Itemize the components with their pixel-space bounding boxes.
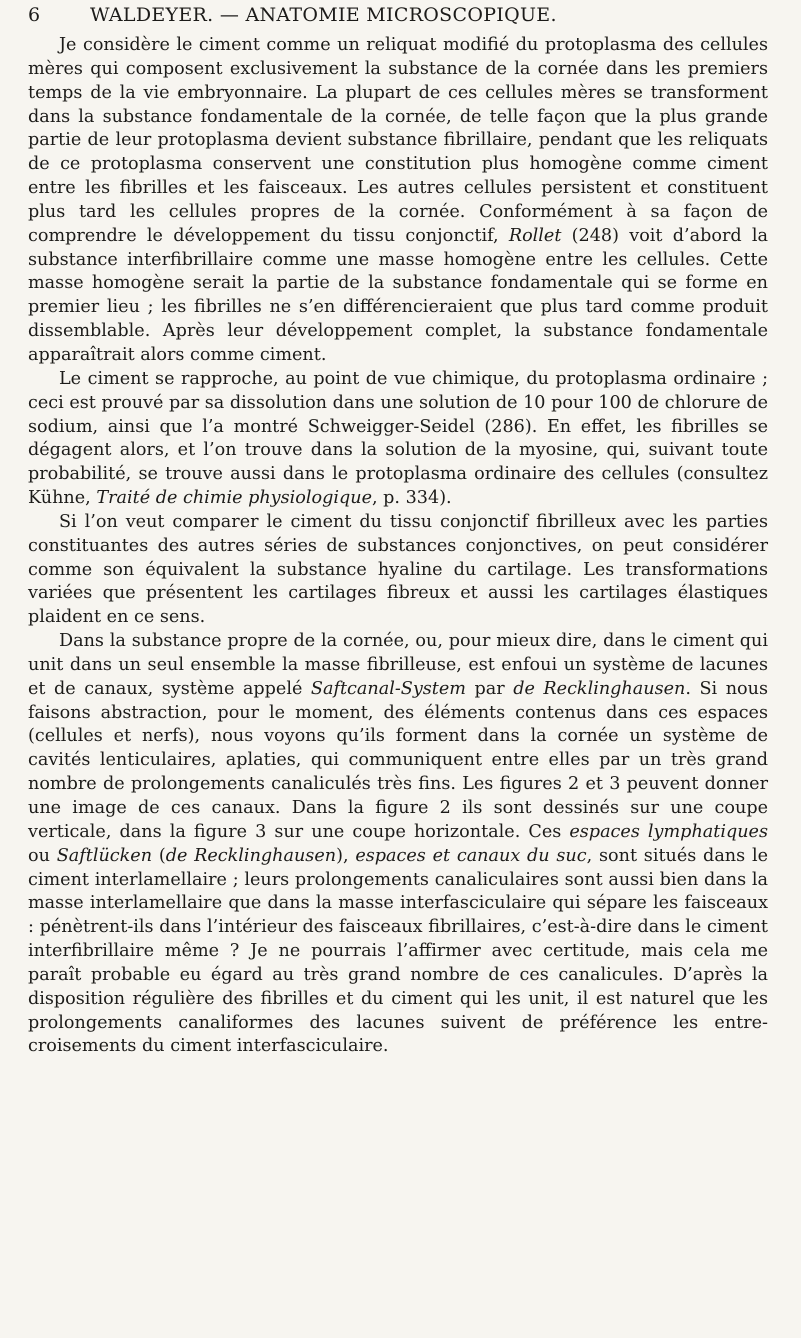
text-run: Dans la substance propre de la cornée, ou, pour mieux dire, dans le ciment qui unit dans un seul ensemble la masse fibrilleuse, est enfoui un système de lacunes et de canaux, système appelé xyxy=(28,631,768,699)
paragraph xyxy=(28,630,768,1059)
text-run: Je considère le ciment comme un reliquat modifié du protoplasma des cellules mères qui composent exclusivement la substance de la cornée dans les premiers temps de la vie embryonnaire. La plupart de ces cellules mères se transforment dans la substance fondamentale de la cornée, de telle façon que la plus grande partie de leur protoplasma devient substance fibrillaire, pendant que les reliquats de ce protoplasma conservent une constitution plus homogène comme ciment entre les fibrilles et les faisceaux. Les autres cellules persistent et constituent plus tard les cellules propres de la cornée. Conformément à sa façon de comprendre le développement du tissu conjonctif, xyxy=(28,35,768,246)
text-run: ou xyxy=(28,845,57,866)
author-name-italic: de Recklinghausen xyxy=(165,845,337,866)
text-run: (248) voit d’abord la substance interfibrillaire comme une masse homogène entre les cellules. Cette masse homogène serait la partie de la substance fondamentale qui se forme en premier lieu ; les fibrilles ne s’en différencieraient que plus tard comme produit dissemblable. Après leur développement complet, la substance fondamentale apparaîtrait alors comme ciment. xyxy=(28,225,769,365)
page-number: 6 xyxy=(28,4,41,26)
text-run: par xyxy=(465,678,514,699)
running-title: WALDEYER. — ANATOMIE MICROSCOPIQUE. xyxy=(90,4,557,26)
term-italic: espaces lymphatiques xyxy=(569,821,768,842)
author-name-italic: de Recklinghausen xyxy=(513,678,686,699)
text-run: , sont situés dans le ciment interlamellaire ; leurs prolongements canaliculaires sont aussi bien dans la masse interlamellaire que dans la masse interfasciculaire qui sépare les faisceaux : pénètrent-ils dans l’intérieur des faisceaux fibrillaires, c’est-à-dire dans le ciment interfibrillaire même ? Je ne pourrais l’affirmer avec certitude, mais cela me paraît probable eu égard au très grand nombre de ces canalicules. D’après la disposition régulière des fibrilles et du ciment qui les unit, il est naturel que les prolongements canaliformes des lacunes suivent de préférence les entre-croisements du ciment interfasciculaire. xyxy=(28,845,768,1057)
text-run: , p. 334). xyxy=(371,488,452,509)
text-run: ), xyxy=(336,845,356,866)
paragraph xyxy=(28,368,768,511)
text-run: Si l’on veut comparer le ciment du tissu conjonctif fibrilleux avec les parties constituantes des autres séries de substances conjonctives, on peut considérer comme son équivalent la substance hyaline du cartilage. Les transformations variées que présentent les cartilages fibreux et aussi les cartilages élastiques plaident en ce sens. xyxy=(28,511,768,628)
text-run: . Si nous faisons abstraction, pour le moment, des éléments contenus dans ces espaces (cellules et nerfs), nous voyons qu’ils forment dans la cornée un système de cavités lenticulaires, aplaties, qui communiquent entre elles par un très grand nombre de prolongements canaliculés très fins. Les figures 2 et 3 peuvent donner une image de ces canaux. Dans la figure 2 ils sont dessinés sur une coupe verticale, dans la figure 3 sur une coupe horizontale. Ces xyxy=(28,678,769,842)
paragraph xyxy=(28,511,768,630)
running-head xyxy=(28,0,768,30)
text-run: Le ciment se rapproche, au point de vue chimique, du protoplasma ordinaire ; ceci est prouvé par sa dissolution dans une solution de 10 pour 100 de chlorure de sodium, ainsi que l’a montré Schweigger-Seidel (286). En effet, les fibrilles se dégagent alors, et l’on trouve dans la solution de la myosine, qui, suivant toute probabilité, se trouve aussi dans le protoplasma ordinaire des cellules (consultez Kühne, xyxy=(28,368,768,509)
body-text xyxy=(28,34,768,1059)
term-italic: espaces et canaux du suc xyxy=(355,845,587,866)
term-italic: Saftlücken xyxy=(56,845,153,866)
book-title-italic: Traité de chimie physiologique xyxy=(96,488,372,509)
paragraph xyxy=(28,34,768,368)
text-run: ( xyxy=(152,845,166,866)
author-name-italic: Rollet xyxy=(508,225,562,246)
term-italic: Saftcanal-System xyxy=(310,678,466,699)
